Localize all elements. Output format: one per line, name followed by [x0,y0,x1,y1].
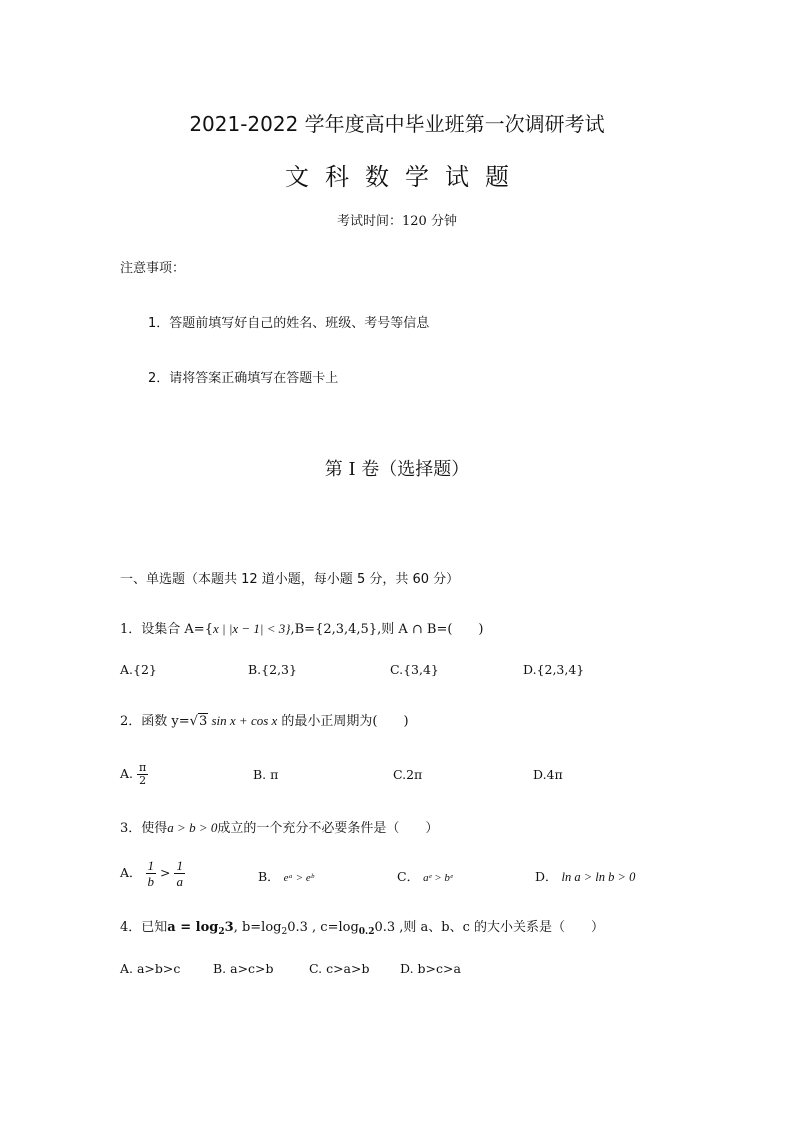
q4-option-c: C. c>a>b [309,961,370,976]
q3-option-d [535,867,635,885]
question-2 [120,710,409,729]
notice-heading: 注意事项： [120,261,186,276]
a-definition: a = log [167,920,219,935]
option-math: eᵃ > eᵇ [283,872,314,884]
question-stem-prefix: 设集合 A={ [141,622,213,637]
a-log-arg: 3 [224,920,234,935]
section-heading: 一、单选题（本题共 12 道小题，每小题 5 分，共 60 分） [120,572,460,587]
question-stem-suffix: ,则 a、b、c 的大小关系是（ ） [395,920,605,935]
q3-option-a [120,858,185,889]
a-log-base: 2 [218,927,225,937]
comparison-operator: > [160,865,171,880]
question-stem-math: x | |x − 1| < 3} [212,621,291,636]
exam-main-title: 2021-2022 学年度高中毕业班第一次调研考试 [189,112,605,136]
question-stem-math: sin x + cos x [208,713,278,728]
q1-option-a: A.{2} [120,662,157,677]
option-math: ln a > ln b > 0 [561,870,636,884]
q1-option-b: B.{2,3} [248,662,297,677]
question-stem-prefix: 使得 [141,821,168,836]
fraction-numerator: 1 [176,858,183,873]
c-log-arg: 0.3 [374,920,396,935]
q1-option-d: D.{2,3,4} [523,662,585,677]
sqrt-symbol: √3 [189,714,208,729]
fraction-left [146,858,157,889]
question-number: 3． [120,821,142,836]
fraction-numerator: 1 [147,858,155,873]
notice-item-1: 1．答题前填写好自己的姓名、班级、考号等信息 [148,316,430,331]
question-number: 4． [120,920,142,935]
q2-option-c: C.2π [393,767,423,782]
question-1 [120,618,484,637]
question-stem-prefix: 函数 y= [141,714,190,729]
sqrt-radicand: 3 [198,714,208,729]
fraction-denominator: a [176,874,183,889]
notice-item-2: 2．请将答案正确填写在答题卡上 [148,371,339,386]
c-log-base: 0.2 [358,927,375,937]
exam-time: 考试时间：120 分钟 [337,214,457,229]
q3-option-b [258,867,314,885]
option-math: aᵉ > bᵉ [423,872,453,884]
q1-option-c: C.{3,4} [390,662,439,677]
fraction-denominator: 2 [139,774,147,787]
fraction-denominator: b [147,874,155,889]
q4-option-a: A. a>b>c [120,961,181,976]
b-log-arg: 0.3 [287,920,308,935]
part-title: 第 I 卷（选择题） [324,459,470,480]
option-label: A． [120,865,142,880]
b-log-base: 2 [281,927,288,937]
q2-option-b: B. π [253,767,279,782]
question-stem-math: a > b > 0 [167,820,218,835]
q3-option-c [397,867,453,885]
exam-subject-title: 文科数学试题 [285,163,525,191]
q4-option-d: D. b>c>a [400,961,461,976]
c-definition: , c=log [307,920,359,935]
question-3 [120,817,438,836]
q2-option-d: D.4π [533,767,563,782]
question-4 [120,916,604,937]
fraction [137,762,148,787]
question-stem-suffix: 成立的一个充分不必要条件是（ ） [217,821,439,836]
question-number: 1． [120,622,142,637]
option-label: B． [258,869,280,884]
question-number: 2． [120,714,142,729]
b-definition: , b=log [233,920,282,935]
fraction-numerator: π [139,761,147,774]
question-stem-prefix: 已知 [141,920,168,935]
q4-option-b: B. a>c>b [213,961,274,976]
option-label: A. [120,766,134,781]
question-stem-suffix: 的最小正周期为( ) [277,714,409,729]
question-stem-suffix: ,B={2,3,4,5},则 A ∩ B=( ) [290,622,484,637]
q2-option-a [120,762,148,787]
fraction-right [174,858,185,889]
option-label: C． [397,869,420,884]
option-label: D． [535,869,558,884]
